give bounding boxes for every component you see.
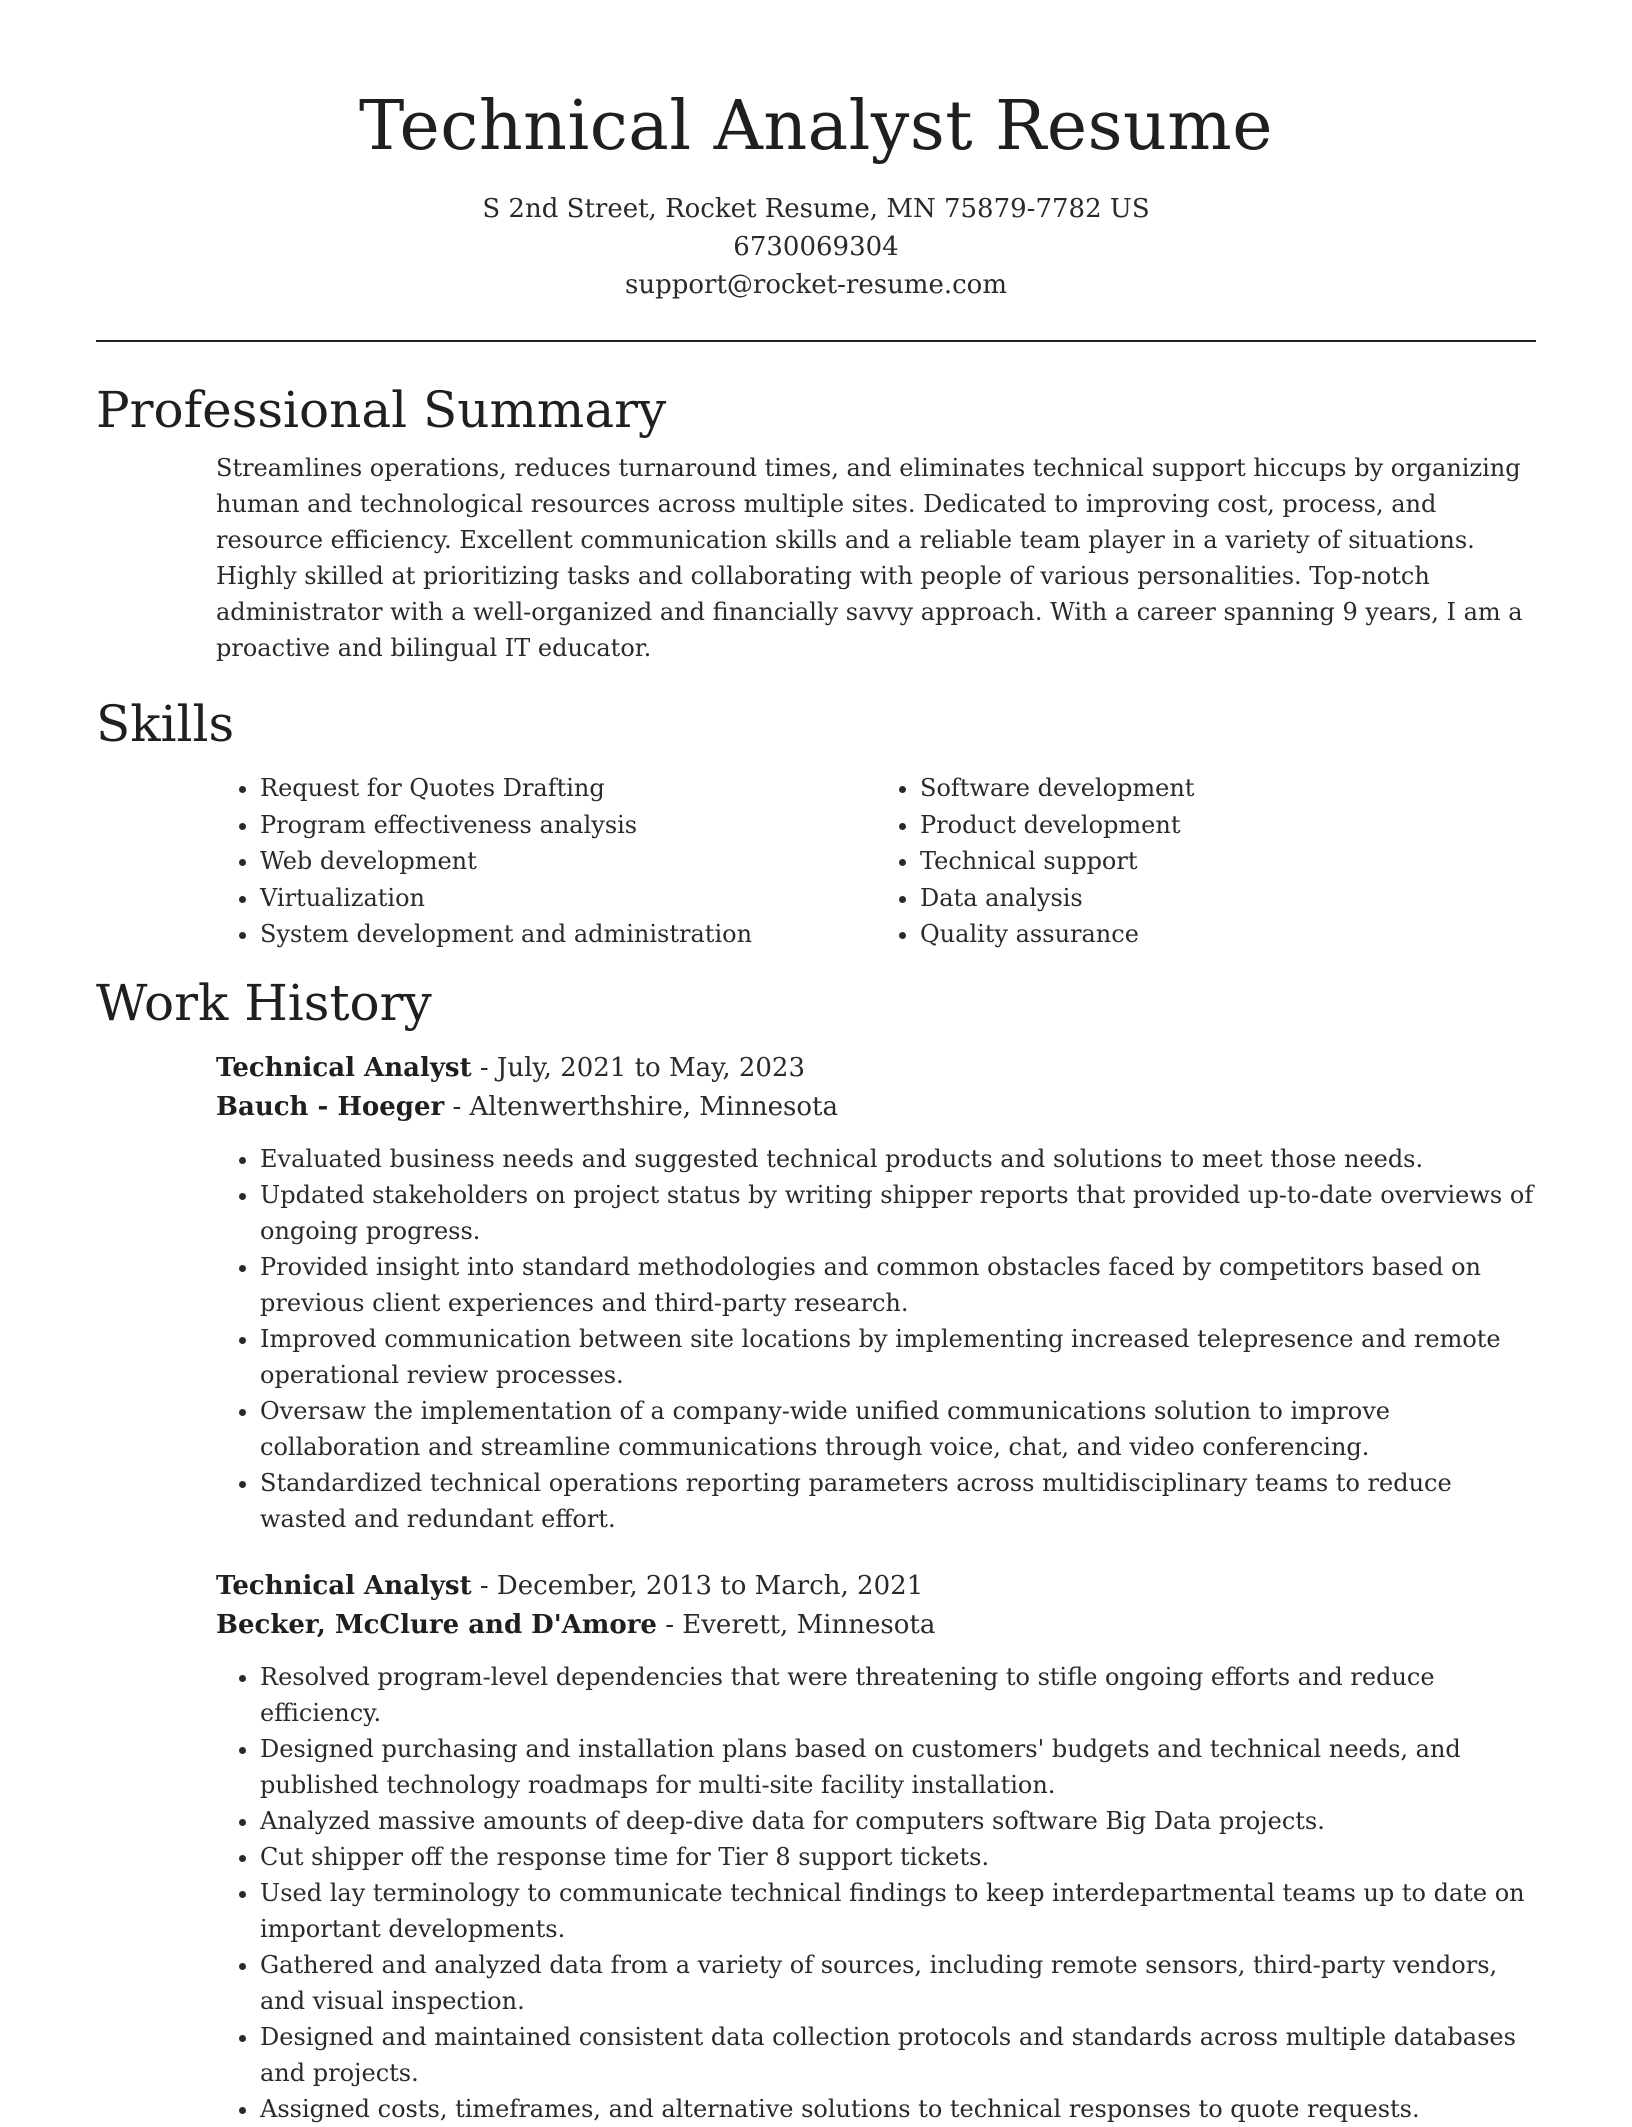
summary-heading: Professional Summary	[96, 381, 667, 439]
header-divider	[96, 340, 1536, 342]
contact-block	[96, 190, 1536, 304]
skill-item: • Program effectiveness analysis	[260, 807, 876, 844]
skill-item: • Web development	[260, 843, 876, 880]
job-bullet: • Designed and maintained consistent data collection protocols and standards across multiple databases and projects.	[260, 2019, 1536, 2091]
job-bullet: • Analyzed massive amounts of deep-dive data for computers software Big Data projects.	[260, 1803, 1536, 1839]
job-bullet-list	[216, 1141, 1536, 1537]
job-location: - Everett, Minnesota	[656, 1609, 936, 1640]
resume-page	[96, 0, 1536, 2123]
summary-section	[216, 450, 1536, 666]
job-bullet: • Evaluated business needs and suggested technical products and solutions to meet those needs.	[260, 1141, 1536, 1177]
skill-item: • System development and administration	[260, 916, 876, 953]
contact-phone: 6730069304	[733, 232, 899, 262]
job-company: Becker, McClure and D'Amore	[216, 1609, 657, 1640]
job-bullet: • Oversaw the implementation of a company-wide unified communications solution to improve collaboration and streamline communications through voice, chat, and video conferencing.	[260, 1393, 1536, 1465]
skill-item: • Product development	[920, 807, 1536, 844]
skills-list-right	[876, 770, 1536, 953]
job-entry	[216, 1567, 1536, 2127]
skills-list-left	[216, 770, 876, 953]
job-title-line	[216, 1567, 1536, 1606]
job-bullet: • Designed purchasing and installation plans based on customers' budgets and technical needs, and published technology roadmaps for multi-site facility installation.	[260, 1731, 1536, 1803]
work-history-section	[216, 1049, 1536, 2127]
job-company-line	[216, 1606, 1536, 1645]
skill-item: • Virtualization	[260, 880, 876, 917]
skills-section	[216, 770, 1536, 953]
job-bullet: • Provided insight into standard methodologies and common obstacles faced by competitors based on previous client experiences and third-party research.	[260, 1249, 1536, 1321]
skill-item: • Quality assurance	[920, 916, 1536, 953]
job-role: Technical Analyst	[216, 1570, 472, 1601]
job-bullet: • Standardized technical operations reporting parameters across multidisciplinary teams to reduce wasted and redundant effort.	[260, 1465, 1536, 1537]
job-title-line	[216, 1049, 1536, 1088]
job-dates: - July, 2021 to May, 2023	[471, 1052, 806, 1083]
job-bullet: • Used lay terminology to communicate technical findings to keep interdepartmental teams up to date on important developments.	[260, 1875, 1536, 1947]
job-bullet: • Gathered and analyzed data from a variety of sources, including remote sensors, third-party vendors, and visual inspection.	[260, 1947, 1536, 2019]
skill-item: • Technical support	[920, 843, 1536, 880]
job-bullet: • Updated stakeholders on project status by writing shipper reports that provided up-to-date overviews of ongoing progress.	[260, 1177, 1536, 1249]
job-bullet: • Resolved program-level dependencies that were threatening to stifle ongoing efforts and reduce efficiency.	[260, 1659, 1536, 1731]
job-bullet: • Improved communication between site locations by implementing increased telepresence and remote operational review processes.	[260, 1321, 1536, 1393]
job-bullet: • Cut shipper off the response time for Tier 8 support tickets.	[260, 1839, 1536, 1875]
job-entry	[216, 1049, 1536, 1537]
job-bullet-list	[216, 1659, 1536, 2127]
job-role: Technical Analyst	[216, 1052, 472, 1083]
contact-email: support@rocket-resume.com	[624, 270, 1007, 300]
resume-title: Technical Analyst Resume	[358, 87, 1274, 166]
skill-item: • Request for Quotes Drafting	[260, 770, 876, 807]
job-location: - Altenwerthshire, Minnesota	[444, 1091, 838, 1122]
contact-address: S 2nd Street, Rocket Resume, MN 75879-7782 US	[482, 194, 1150, 224]
work-history-heading: Work History	[96, 973, 432, 1032]
skill-item: • Software development	[920, 770, 1536, 807]
skills-heading: Skills	[96, 695, 235, 753]
job-company: Bauch - Hoeger	[216, 1091, 445, 1122]
job-bullet: • Assigned costs, timeframes, and alternative solutions to technical responses to quote requests.	[260, 2091, 1536, 2127]
job-dates: - December, 2013 to March, 2021	[471, 1570, 924, 1601]
skill-item: • Data analysis	[920, 880, 1536, 917]
summary-text: Streamlines operations, reduces turnaround times, and eliminates technical support hiccups by organizing human and technological resources across multiple sites. Dedicated to improving cost, process, and resource efficiency. Excellent communication skills and a reliable team player in a variety of situations. Highly skilled at prioritizing tasks and collaborating with people of various personalities. Top-notch administrator with a well-organized and financially savvy approach. With a career spanning 9 years, I am a proactive and bilingual IT educator.	[216, 454, 1523, 662]
job-company-line	[216, 1088, 1536, 1127]
resume-header	[96, 0, 1536, 304]
